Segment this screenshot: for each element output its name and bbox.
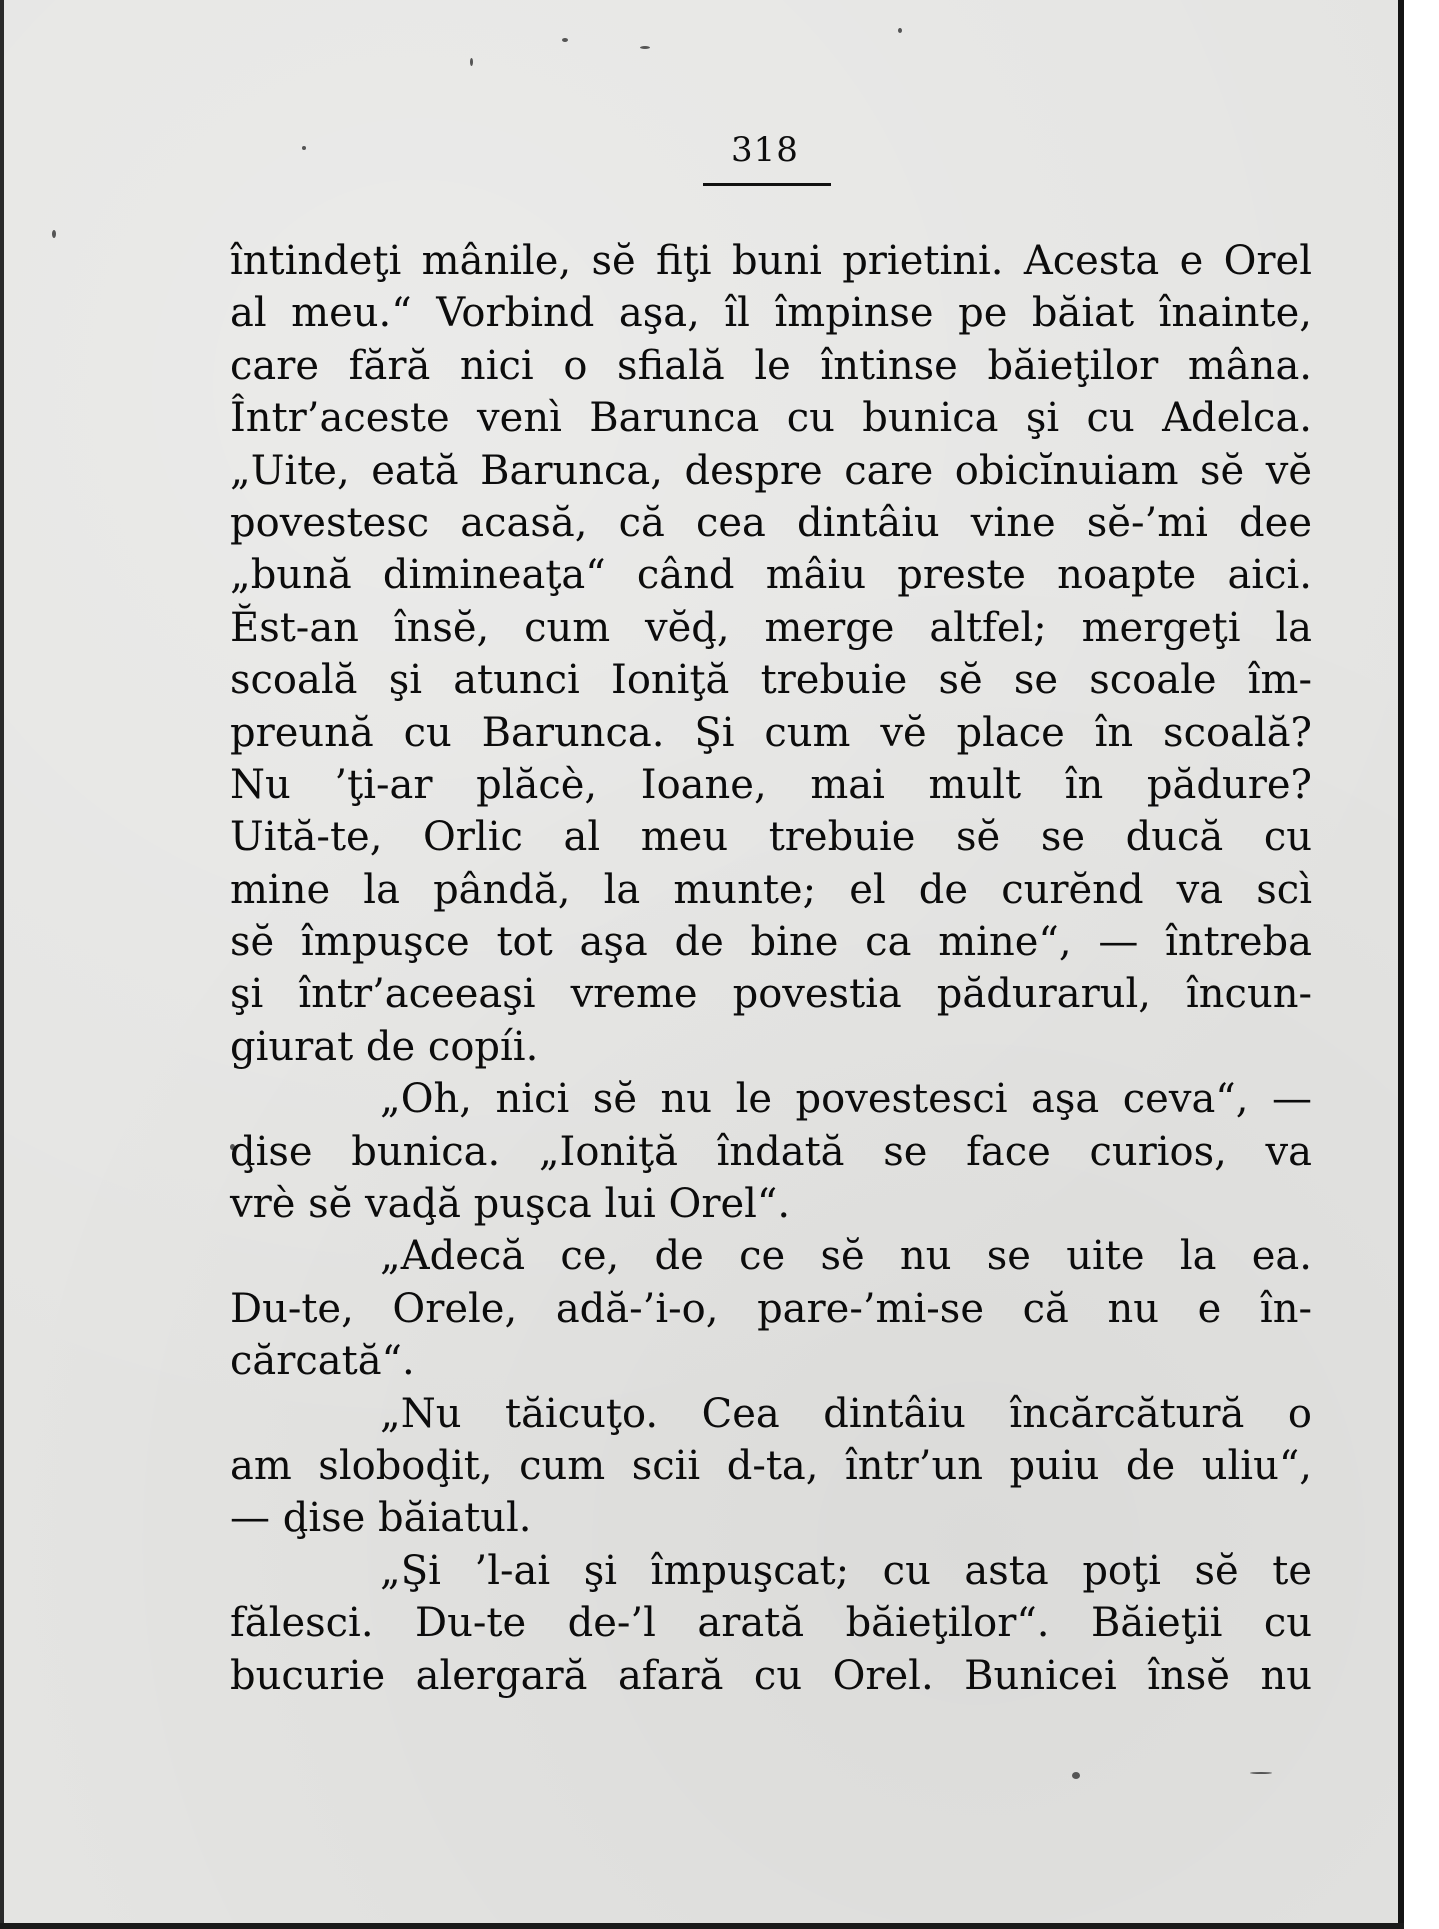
text-line: Uită-te, Orlic al meu trebuie sĕ se ducă cu (230, 814, 1312, 861)
scan-speck (52, 230, 56, 238)
page-bottom-edge (0, 1923, 1404, 1929)
text-line: fălesci. Du-te de-’l arată băieţilor“. Băieţii cu (230, 1600, 1312, 1647)
text-line: „Oh, nici sĕ nu le povestesci aşa ceva“, — (380, 1076, 1312, 1123)
text-line: bucurie alergară afară cu Orel. Bunicei însĕ nu (230, 1652, 1312, 1699)
text-line: — ḑise băiatul. (230, 1495, 532, 1542)
text-line: al meu.“ Vorbind aşa, îl împinse pe băiat înainte, (230, 290, 1312, 337)
page-left-edge (0, 0, 4, 1929)
text-line: „Şi ’l-ai şi împuşcat; cu asta poţi sĕ te (380, 1547, 1312, 1594)
text-line: giurat de copíi. (230, 1023, 539, 1070)
text-line: „bună dimineaţa“ când mâiu preste noapte aici. (230, 552, 1312, 599)
text-line: vrè sĕ vaḑă puşca lui Orel“. (230, 1181, 791, 1228)
page-number-rule (703, 183, 831, 186)
text-line: am sloboḑit, cum scii d-ta, într’un puiu de uliu“, (230, 1442, 1312, 1489)
scan-speck (470, 58, 473, 66)
scan-speck (1250, 1772, 1272, 1774)
scan-speck (302, 146, 306, 150)
text-line: preună cu Barunca. Şi cum vĕ place în scoală? (230, 709, 1312, 756)
body-text (230, 235, 1312, 1702)
text-line: Nu ’ţi-ar plăcè, Ioane, mai mult în pădure? (230, 761, 1312, 808)
text-line: întindeţi mânile, sĕ fiţi buni prietini. Acesta e Orel (230, 238, 1312, 284)
text-line: scoală şi atunci Ioniţă trebuie sĕ se scoale îm- (230, 657, 1312, 704)
scan-speck (898, 28, 902, 33)
text-line: şi într’aceeaşi vreme povestia pădurarul, încun- (230, 971, 1312, 1018)
scan-speck (562, 38, 568, 42)
text-line: care fără nici o sfială le întinse băieţilor mâna. (230, 342, 1312, 389)
scan-speck (1072, 1772, 1080, 1779)
text-line: ḑise bunica. „Ioniţă îndată se face curios, va (230, 1128, 1312, 1175)
scan-speck (640, 46, 650, 49)
text-line: Ĕst-an însĕ, cum vĕḑ, merge altfel; mergeţi la (230, 604, 1312, 651)
text-line: Du-te, Orele, adă-’i-o, pare-’mi-se că nu e în- (230, 1285, 1312, 1332)
page-right-edge (1398, 0, 1404, 1929)
text-line: „Nu tăicuţo. Cea dintâiu încărcătură o (380, 1390, 1312, 1437)
text-line: „Uite, eată Barunca, despre care obicĭnuiam sĕ vĕ (230, 447, 1312, 494)
text-line: Într’aceste venì Barunca cu bunica şi cu Adelca. (230, 395, 1312, 442)
text-line: cărcată“. (230, 1338, 415, 1385)
text-line: povestesc acasă, că cea dintâiu vine sĕ-’mi dee (230, 499, 1312, 546)
text-line: sĕ împuşce tot aşa de bine ca mine“, — întreba (230, 919, 1312, 966)
page-number: 318 (731, 130, 799, 170)
text-line: mine la pândă, la munte; el de curĕnd va scì (230, 866, 1312, 913)
text-line: „Adecă ce, de ce sĕ nu se uite la ea. (380, 1233, 1312, 1280)
